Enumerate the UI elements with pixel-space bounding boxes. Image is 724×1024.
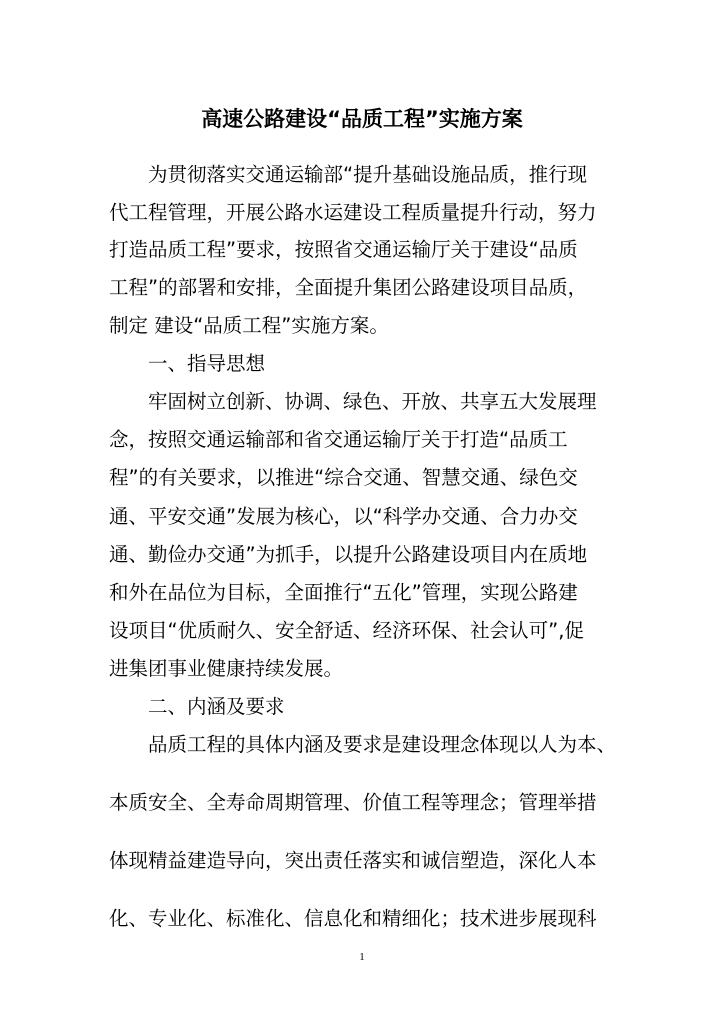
paragraph-line: 打造品质工程”要求，按照省交通运输厅关于建设“品质 bbox=[109, 238, 578, 261]
section-heading-connotation-requirements: 二、内涵及要求 bbox=[148, 695, 285, 718]
paragraph-line: 通、勤俭办交通”为抓手，以提升公路建设项目内在质地 bbox=[109, 543, 588, 566]
page-number: 1 bbox=[359, 951, 365, 963]
paragraph-line: 为贯彻落实交通运输部“提升基础设施品质，推行现 bbox=[148, 163, 588, 186]
paragraph-line: 进集团事业健康持续发展。 bbox=[109, 657, 344, 680]
paragraph-line: 本质安全、全寿命周期管理、价值工程等理念；管理举措 bbox=[109, 791, 597, 814]
paragraph-line: 体现精益建造导向，突出责任落实和诚信塑造，深化人本 bbox=[109, 849, 597, 872]
paragraph-line: 念，按照交通运输部和省交通运输厅关于打造“品质工 bbox=[109, 428, 568, 451]
paragraph-line: 工程”的部署和安排，全面提升集团公路建设项目品质， bbox=[109, 276, 588, 299]
paragraph-line: 品质工程的具体内涵及要求是建设理念体现以人为本、 bbox=[148, 733, 617, 756]
paragraph-line: 程”的有关要求，以推进“综合交通、智慧交通、绿色交 bbox=[109, 466, 578, 489]
paragraph-line: 和外在品位为目标，全面推行“五化”管理，实现公路建 bbox=[109, 581, 578, 604]
document-title: 高速公路建设“品质工程”实施方案 bbox=[201, 107, 523, 131]
section-heading-guiding-ideology: 一、指导思想 bbox=[148, 352, 266, 375]
paragraph-line: 设项目“优质耐久、安全舒适、经济环保、社会认可”,促 bbox=[109, 619, 584, 642]
paragraph-line: 化、专业化、标准化、信息化和精细化；技术进步展现科 bbox=[109, 907, 597, 930]
paragraph-line: 代工程管理，开展公路水运建设工程质量提升行动，努力 bbox=[109, 201, 597, 224]
paragraph-line: 制定 建设“品质工程”实施方案。 bbox=[109, 314, 389, 337]
paragraph-line: 牢固树立创新、协调、绿色、开放、共享五大发展理 bbox=[148, 390, 597, 413]
paragraph-line: 通、平安交通”发展为核心，以“科学办交通、合力办交 bbox=[109, 505, 578, 528]
